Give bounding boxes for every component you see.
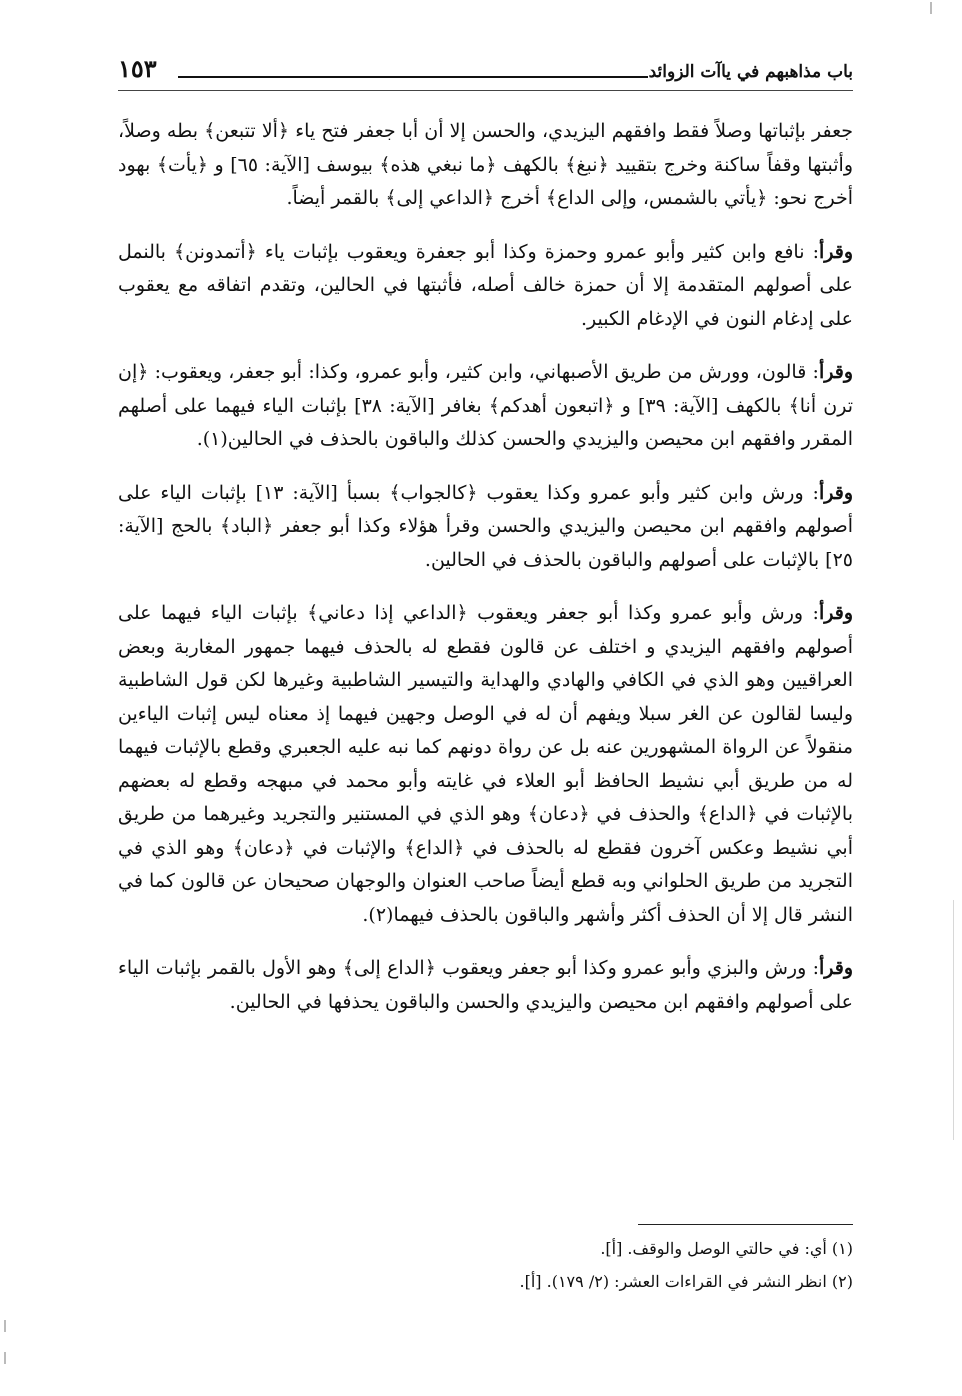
paragraph-lead: وقرأ <box>818 240 853 263</box>
main-text <box>118 115 853 1039</box>
header-rule <box>178 76 648 78</box>
page-edge <box>953 900 954 1140</box>
footnotes <box>300 1232 853 1298</box>
footnote: (٢) انظر النشر في القراءات العشر: (٢/ ١٧٩). [أ]. <box>519 1272 853 1291</box>
paragraph-text: : ورش والبزي وأبو عمرو وكذا أبو جعفر ويعقوب ﴿الداع إلى﴾ وهو الأول بالقمر بإثبات الياء على أصولهم وافقهم ابن محيصن واليزيدي والحسن والباقون يحذفها في الحالين. <box>118 957 853 1013</box>
paragraph <box>118 236 853 337</box>
paragraph-text: جعفر بإثباتها وصلاً فقط وافقهم اليزيدي، والحسن إلا أن أبا جعفر فتح ياء ﴿ألا تتبعن﴾ بطه وصلاً، وأثبتها وقفاً ساكنة وخرج بتقييد ﴿نبغ﴾ بالكهف ﴿ما نبغي هذه﴾ بيوسف [الآية: ٦٥] و ﴿يأت﴾ بهود أخرج نحو: ﴿يأتي بالشمس، وإلى الداع﴾ أخرج ﴿الداعي إلى﴾ بالقمر أيضاً. <box>118 120 853 209</box>
paragraph-lead: وقرأ <box>818 481 853 504</box>
page-number: ١٥٣ <box>118 54 157 83</box>
paragraph-text: : نافع وابن كثير وأبو عمرو وحمزة وكذا أبو جعفرة ويعقوب بإثبات ياء ﴿أتمدونن﴾ بالنمل على أصولهم المتقدمة إلا أن حمزة خالف أصله، فأثبتها في الحالين، وتقدم اتفاقه مع يعقوب على إدغام النون في الإدغام الكبير. <box>118 240 853 330</box>
paragraph-text: : قالون، وورش من طريق الأصبهاني، وابن كثير، وأبو عمرو، وكذا: أبو جعفر، ويعقوب: ﴿إن ترن أنا﴾ بالكهف [الآية: ٣٩] و ﴿اتبعون أهدكم﴾ بغافر [الآية: ٣٨] بإثبات الياء فيهما على أصلهم المقرر وافقهم ابن محيصن واليزيدي والحسن كذلك والباقون بالحذف في الحالين(١). <box>118 361 854 450</box>
scan-mark <box>4 1352 6 1364</box>
scan-mark <box>4 1320 6 1332</box>
paragraph-text: : ورش وابن كثير وأبو عمرو وكذا يعقوب ﴿كالجواب﴾ بسبأ [الآية: ١٣] بإثبات الياء على أصولهم وافقهم ابن محيصن واليزيدي والحسن وقرأ هؤلاء وكذا أبو جعفر ﴿الباد﴾ بالحج [الآية: ٢٥] بالإثبات على أصولهم والباقون بالحذف في الحالين. <box>118 481 853 571</box>
paragraph <box>118 356 853 457</box>
chapter-title: باب مذاهبهم في ياآت الزوائد <box>648 62 853 82</box>
paragraph-lead: وقرأ <box>818 957 853 979</box>
header-underline <box>118 90 853 91</box>
paragraph <box>118 477 853 578</box>
paragraph <box>118 597 853 932</box>
footnote-divider <box>638 1224 853 1225</box>
paragraph <box>118 952 853 1019</box>
paragraph-lead: وقرأ <box>818 361 853 383</box>
running-header <box>118 50 853 90</box>
scan-mark <box>930 2 932 14</box>
paragraph-lead: وقرأ <box>818 602 853 624</box>
paragraph <box>118 115 853 216</box>
footnote: (١) أي: في حالتي الوصل والوقف. [أ]. <box>600 1239 853 1258</box>
paragraph-text: : ورش وأبو عمرو وكذا أبو جعفر ويعقوب ﴿الداعي إذا دعاني﴾ بإثبات الياء فيهما على أصولهم وافقهم اليزيدي و اختلف عن قالون فقطع له بالحذف فيهما جمهور المغاربة وبعض العراقيين وهو الذي في الكافي والهادي والهداية والتيسير الشاطبية وغيرها لكن قول الشاطبية وليسا لقالون عن الغر سبلا ويفهم أن له في الوصل وجهين فيهما إذ معناه ليس إثبات الياءين منقولاً عن الرواة المشهورين عنه بل عن رواة دونهم كما نبه عليه الجعبري وقطع بالإثبات فيهما له من طريق أبي نشيط الحافظ أبو العلاء في غايته وأبو محمد في مبهجه وقطع له بعضهم بالإثبات في ﴿الداع﴾ والحذف في ﴿دعان﴾ وهو الذي في المستنير والتجريد وغيرهما من طريق أبي نشيط وعكس آخرون فقطع له بالحذف في ﴿الداع﴾ والإثبات في ﴿دعان﴾ وهو الذي في التجريد من طريق الحلواني وبه قطع أيضاً صاحب العنوان والوجهان صحيحان عن قالون كما في النشر قال إلا أن الحذف أكثر وأشهر والباقون بالحذف فيهما(٢). <box>118 602 854 926</box>
